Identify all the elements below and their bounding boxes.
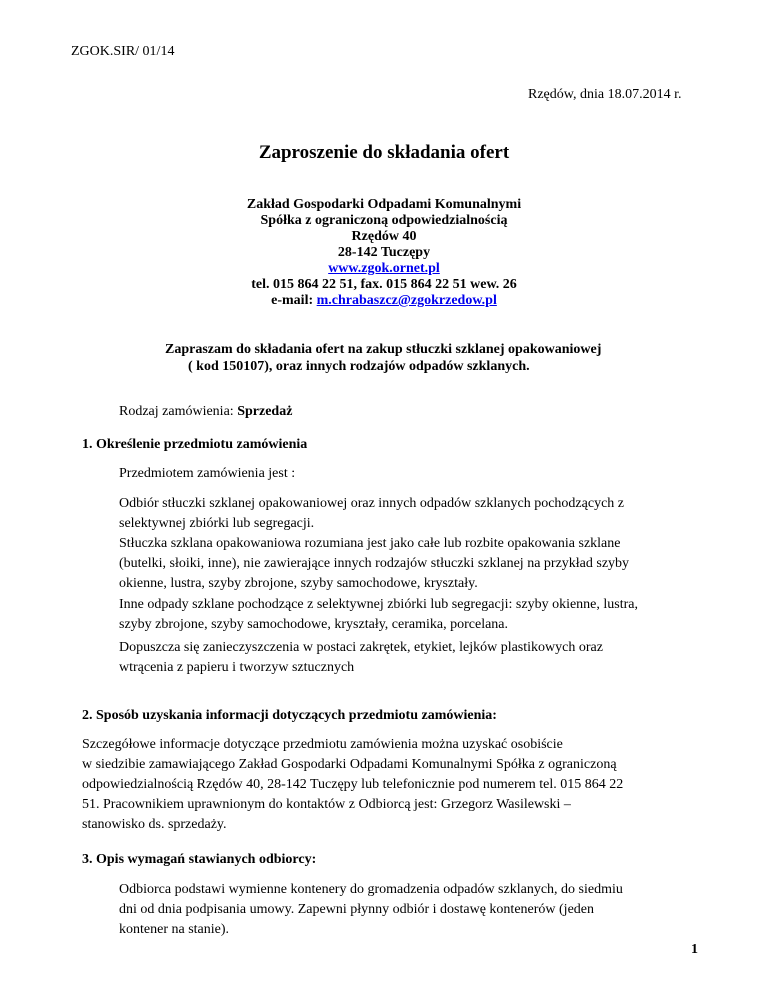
- section2-paragraph: [82, 735, 694, 835]
- section2-heading: 2. Sposób uzyskania informacji dotyczących przedmiotu zamówienia:: [82, 708, 497, 723]
- page-title: Zaproszenie do składania ofert: [258, 142, 510, 163]
- text-line: Odbiór stłuczki szklanej opakowaniowej oraz innych odpadów szklanych pochodzących z: [119, 496, 624, 511]
- company-website-link[interactable]: www.zgok.ornet.pl: [328, 261, 440, 276]
- text-line: szyby zbrojone, szyby samochodowe, kryształy, ceramika, porcelana.: [119, 617, 509, 632]
- section3-paragraph: [119, 880, 699, 940]
- company-email-line: [0, 292, 768, 310]
- section1-paragraph2: [119, 595, 709, 635]
- section1-paragraph3: [119, 638, 699, 678]
- text-line: dni od dnia podpisania umowy. Zapewni płynny odbiór i dostawę kontenerów (jeden: [119, 902, 594, 917]
- invitation-line2: ( kod 150107), oraz innych rodzajów odpadów szklanych.: [188, 359, 530, 374]
- text-line: okienne, lustra, szyby zbrojone, szyby samochodowe, kryształy.: [119, 576, 478, 591]
- order-type: [119, 403, 292, 421]
- company-phone: tel. 015 864 22 51, fax. 015 864 22 51 wew. 26: [251, 277, 517, 292]
- invitation-line1: Zapraszam do składania ofert na zakup stłuczki szklanej opakowaniowej: [165, 342, 602, 357]
- text-line: kontener na stanie).: [119, 922, 230, 937]
- company-email-link[interactable]: m.chrabaszcz@zgokrzedow.pl: [316, 293, 497, 308]
- text-line: (butelki, słoiki, inne), nie zawierające innych rodzajów stłuczki szklanej na przykład szyby: [119, 556, 630, 571]
- text-line: w siedzibie zamawiającego Zakład Gospodarki Odpadami Komunalnymi Spółka z ograniczoną: [82, 757, 617, 772]
- text-line: Odbiorca podstawi wymienne kontenery do gromadzenia odpadów szklanych, do siedmiu: [119, 882, 623, 897]
- document-id: ZGOK.SIR/ 01/14: [71, 44, 175, 59]
- section3-heading: 3. Opis wymagań stawianych odbiorcy:: [82, 852, 317, 867]
- company-address-line1: Rzędów 40: [351, 229, 417, 244]
- email-label: e-mail:: [271, 293, 314, 308]
- text-line: 51. Pracownikiem uprawnionym do kontaktów z Odbiorcą jest: Grzegorz Wasilewski –: [82, 797, 571, 812]
- place-date: Rzędów, dnia 18.07.2014 r.: [528, 87, 682, 102]
- text-line: Dopuszcza się zanieczyszczenia w postaci zakrętek, etykiet, lejków plastikowych oraz: [119, 640, 603, 655]
- company-name-line2: Spółka z ograniczoną odpowiedzialnością: [260, 213, 508, 228]
- order-type-value: Sprzedaż: [237, 404, 293, 419]
- text-line: wtrącenia z papieru i tworzyw sztucznych: [119, 660, 355, 675]
- section1-heading: 1. Określenie przedmiotu zamówienia: [82, 437, 308, 452]
- text-line: selektywnej zbiórki lub segregacji.: [119, 516, 315, 531]
- section1-paragraph1: [119, 494, 699, 594]
- text-line: stanowisko ds. sprzedaży.: [82, 817, 227, 832]
- section1-intro: Przedmiotem zamówienia jest :: [119, 466, 296, 481]
- page-number: 1: [691, 942, 698, 957]
- order-type-label: Rodzaj zamówienia:: [119, 404, 234, 419]
- company-name-line1: Zakład Gospodarki Odpadami Komunalnymi: [246, 197, 522, 212]
- text-line: Inne odpady szklane pochodzące z selektywnej zbiórki lub segregacji: szyby okienne, lustra,: [119, 597, 638, 612]
- company-address-line2: 28-142 Tuczępy: [337, 245, 431, 260]
- text-line: odpowiedzialnością Rzędów 40, 28-142 Tuczępy lub telefonicznie pod numerem tel. 015 864 22: [82, 777, 624, 792]
- text-line: Stłuczka szklana opakowaniowa rozumiana jest jako całe lub rozbite opakowania szklane: [119, 536, 621, 551]
- text-line: Szczegółowe informacje dotyczące przedmiotu zamówienia można uzyskać osobiście: [82, 737, 563, 752]
